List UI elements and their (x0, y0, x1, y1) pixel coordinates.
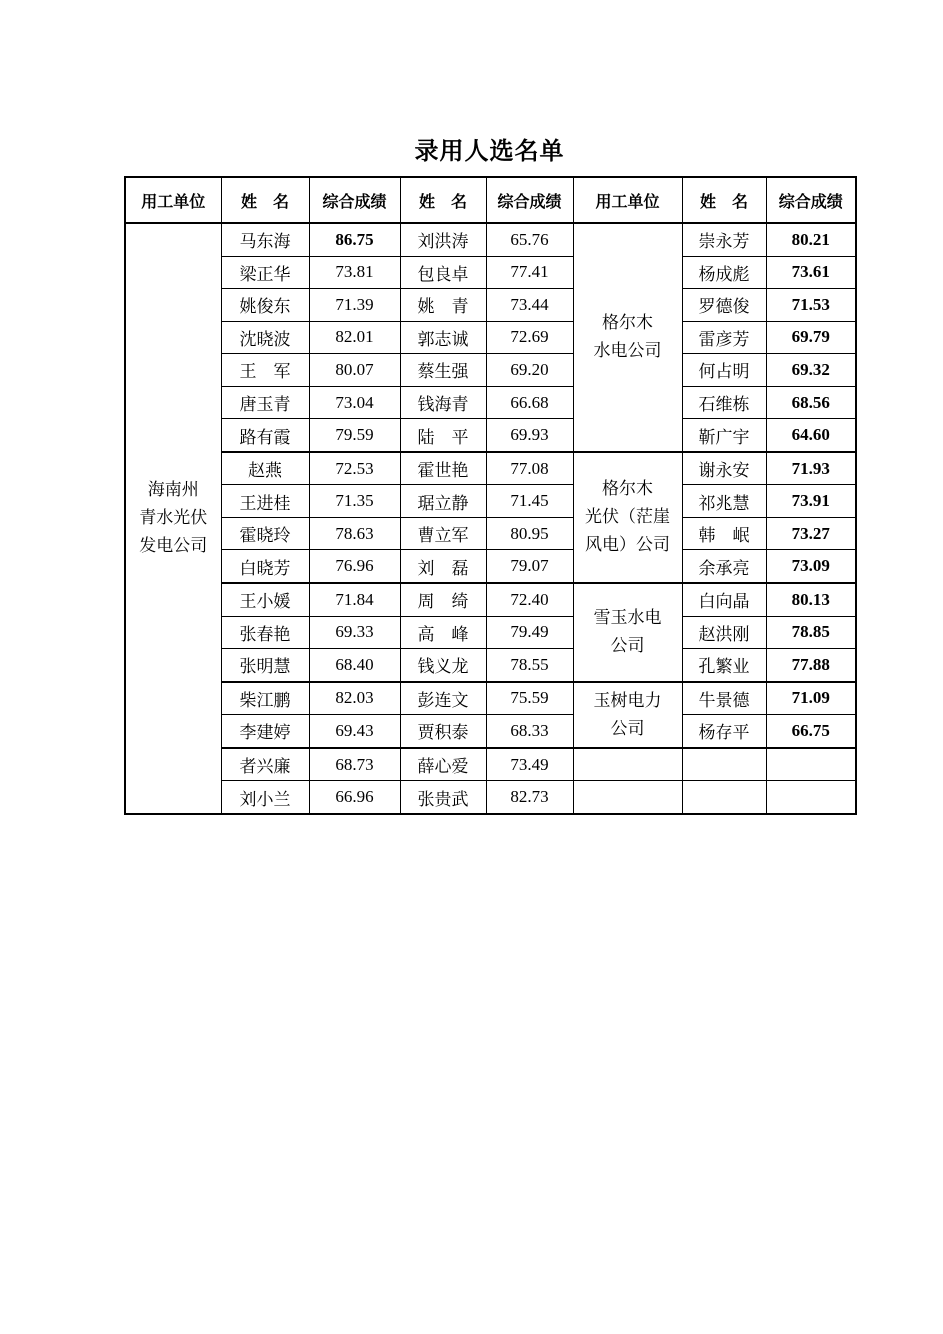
score-cell: 66.96 (309, 781, 400, 814)
name-cell: 柴江鹏 (221, 682, 309, 715)
name-cell: 靳广宇 (682, 419, 766, 452)
name-cell: 马东海 (221, 223, 309, 256)
name-cell: 者兴廉 (221, 748, 309, 781)
score-cell: 69.43 (309, 715, 400, 748)
name-cell: 钱义龙 (400, 649, 486, 682)
name-cell: 刘小兰 (221, 781, 309, 814)
name-cell: 沈晓波 (221, 321, 309, 354)
table-body (125, 223, 856, 814)
name-cell: 雷彦芳 (682, 321, 766, 354)
header-cell-score-3: 综合成绩 (766, 177, 856, 223)
name-cell: 张贵武 (400, 781, 486, 814)
score-cell: 69.32 (766, 354, 856, 387)
score-cell: 73.91 (766, 485, 856, 518)
name-cell: 陆 平 (400, 419, 486, 452)
name-cell: 周 绮 (400, 583, 486, 616)
name-cell: 薛心爱 (400, 748, 486, 781)
name-cell: 刘 磊 (400, 550, 486, 583)
name-cell: 梁正华 (221, 256, 309, 289)
score-cell: 66.68 (486, 386, 573, 419)
name-cell: 祁兆慧 (682, 485, 766, 518)
name-cell: 罗德俊 (682, 289, 766, 322)
score-cell (766, 781, 856, 814)
name-cell: 贾积泰 (400, 715, 486, 748)
table-row (125, 256, 856, 289)
name-cell: 杨成彪 (682, 256, 766, 289)
table-row (125, 715, 856, 748)
score-cell: 76.96 (309, 550, 400, 583)
score-cell: 65.76 (486, 223, 573, 256)
score-cell: 78.63 (309, 517, 400, 550)
score-cell: 73.09 (766, 550, 856, 583)
score-cell: 79.07 (486, 550, 573, 583)
header-cell-name-3: 姓 名 (682, 177, 766, 223)
score-cell: 71.84 (309, 583, 400, 616)
name-cell: 白晓芳 (221, 550, 309, 583)
table-header-row (125, 177, 856, 223)
header-cell-employer-left: 用工单位 (125, 177, 221, 223)
score-cell: 71.35 (309, 485, 400, 518)
name-cell: 霍晓玲 (221, 517, 309, 550)
name-cell: 刘洪涛 (400, 223, 486, 256)
score-cell: 78.85 (766, 616, 856, 649)
score-cell: 66.75 (766, 715, 856, 748)
score-cell (766, 748, 856, 781)
name-cell (682, 748, 766, 781)
name-cell: 钱海青 (400, 386, 486, 419)
name-cell: 郭志诚 (400, 321, 486, 354)
score-cell: 72.40 (486, 583, 573, 616)
name-cell: 崇永芳 (682, 223, 766, 256)
employer-cell-right: 格尔木 水电公司 (573, 223, 682, 452)
header-cell-score-2: 综合成绩 (486, 177, 573, 223)
score-cell: 77.08 (486, 452, 573, 485)
table-row (125, 452, 856, 485)
table-row (125, 386, 856, 419)
score-cell: 77.41 (486, 256, 573, 289)
score-cell: 82.01 (309, 321, 400, 354)
name-cell: 姚俊东 (221, 289, 309, 322)
name-cell: 张明慧 (221, 649, 309, 682)
score-cell: 86.75 (309, 223, 400, 256)
employer-cell-left: 海南州 青水光伏 发电公司 (125, 223, 221, 814)
name-cell: 张春艳 (221, 616, 309, 649)
table-row (125, 649, 856, 682)
score-cell: 68.73 (309, 748, 400, 781)
score-cell: 72.53 (309, 452, 400, 485)
score-cell: 68.56 (766, 386, 856, 419)
name-cell (682, 781, 766, 814)
name-cell: 曹立军 (400, 517, 486, 550)
name-cell: 韩 岷 (682, 517, 766, 550)
name-cell: 王小媛 (221, 583, 309, 616)
score-cell: 64.60 (766, 419, 856, 452)
name-cell: 蔡生强 (400, 354, 486, 387)
employer-cell-right: 雪玉水电 公司 (573, 583, 682, 682)
employer-cell-right-empty (573, 781, 682, 814)
header-cell-score-1: 综合成绩 (309, 177, 400, 223)
score-cell: 73.61 (766, 256, 856, 289)
score-cell: 80.13 (766, 583, 856, 616)
score-cell: 73.04 (309, 386, 400, 419)
table-row (125, 682, 856, 715)
name-cell: 霍世艳 (400, 452, 486, 485)
table-row (125, 354, 856, 387)
score-cell: 71.45 (486, 485, 573, 518)
score-cell: 73.81 (309, 256, 400, 289)
table-row (125, 289, 856, 322)
name-cell: 谢永安 (682, 452, 766, 485)
page-title: 录用人选名单 (414, 138, 565, 165)
score-cell: 73.27 (766, 517, 856, 550)
name-cell: 包良卓 (400, 256, 486, 289)
name-cell: 彭连文 (400, 682, 486, 715)
score-cell: 79.59 (309, 419, 400, 452)
name-cell: 杨存平 (682, 715, 766, 748)
table-row (125, 781, 856, 814)
score-cell: 75.59 (486, 682, 573, 715)
table-row (125, 223, 856, 256)
score-cell: 80.95 (486, 517, 573, 550)
score-cell: 79.49 (486, 616, 573, 649)
table-row (125, 419, 856, 452)
employer-cell-right: 格尔木 光伏（茫崖 风电）公司 (573, 452, 682, 583)
score-cell: 69.79 (766, 321, 856, 354)
header-cell-name-2: 姓 名 (400, 177, 486, 223)
table-row (125, 517, 856, 550)
header-cell-employer-right: 用工单位 (573, 177, 682, 223)
score-cell: 80.21 (766, 223, 856, 256)
name-cell: 赵燕 (221, 452, 309, 485)
employer-cell-right-empty (573, 748, 682, 781)
table-row (125, 616, 856, 649)
name-cell: 姚 青 (400, 289, 486, 322)
score-cell: 69.20 (486, 354, 573, 387)
name-cell: 王进桂 (221, 485, 309, 518)
score-cell: 72.69 (486, 321, 573, 354)
score-cell: 77.88 (766, 649, 856, 682)
name-cell: 路有霞 (221, 419, 309, 452)
name-cell: 牛景德 (682, 682, 766, 715)
table-header-row (125, 177, 856, 223)
score-cell: 71.93 (766, 452, 856, 485)
name-cell: 白向晶 (682, 583, 766, 616)
score-cell: 71.39 (309, 289, 400, 322)
score-cell: 68.40 (309, 649, 400, 682)
name-cell: 琚立静 (400, 485, 486, 518)
employer-cell-right: 玉树电力 公司 (573, 682, 682, 748)
name-cell: 孔繁业 (682, 649, 766, 682)
score-cell: 73.49 (486, 748, 573, 781)
name-cell: 何占明 (682, 354, 766, 387)
score-cell: 69.93 (486, 419, 573, 452)
score-cell: 73.44 (486, 289, 573, 322)
score-cell: 78.55 (486, 649, 573, 682)
name-cell: 赵洪刚 (682, 616, 766, 649)
table-row (125, 550, 856, 583)
score-cell: 71.53 (766, 289, 856, 322)
roster-table (124, 176, 857, 815)
name-cell: 高 峰 (400, 616, 486, 649)
name-cell: 李建婷 (221, 715, 309, 748)
name-cell: 王 军 (221, 354, 309, 387)
score-cell: 80.07 (309, 354, 400, 387)
score-cell: 82.73 (486, 781, 573, 814)
table-row (125, 321, 856, 354)
score-cell: 69.33 (309, 616, 400, 649)
name-cell: 唐玉青 (221, 386, 309, 419)
name-cell: 余承亮 (682, 550, 766, 583)
table-row (125, 748, 856, 781)
score-cell: 82.03 (309, 682, 400, 715)
score-cell: 71.09 (766, 682, 856, 715)
table-row (125, 583, 856, 616)
table-row (125, 485, 856, 518)
name-cell: 石维栋 (682, 386, 766, 419)
score-cell: 68.33 (486, 715, 573, 748)
header-cell-name-1: 姓 名 (221, 177, 309, 223)
